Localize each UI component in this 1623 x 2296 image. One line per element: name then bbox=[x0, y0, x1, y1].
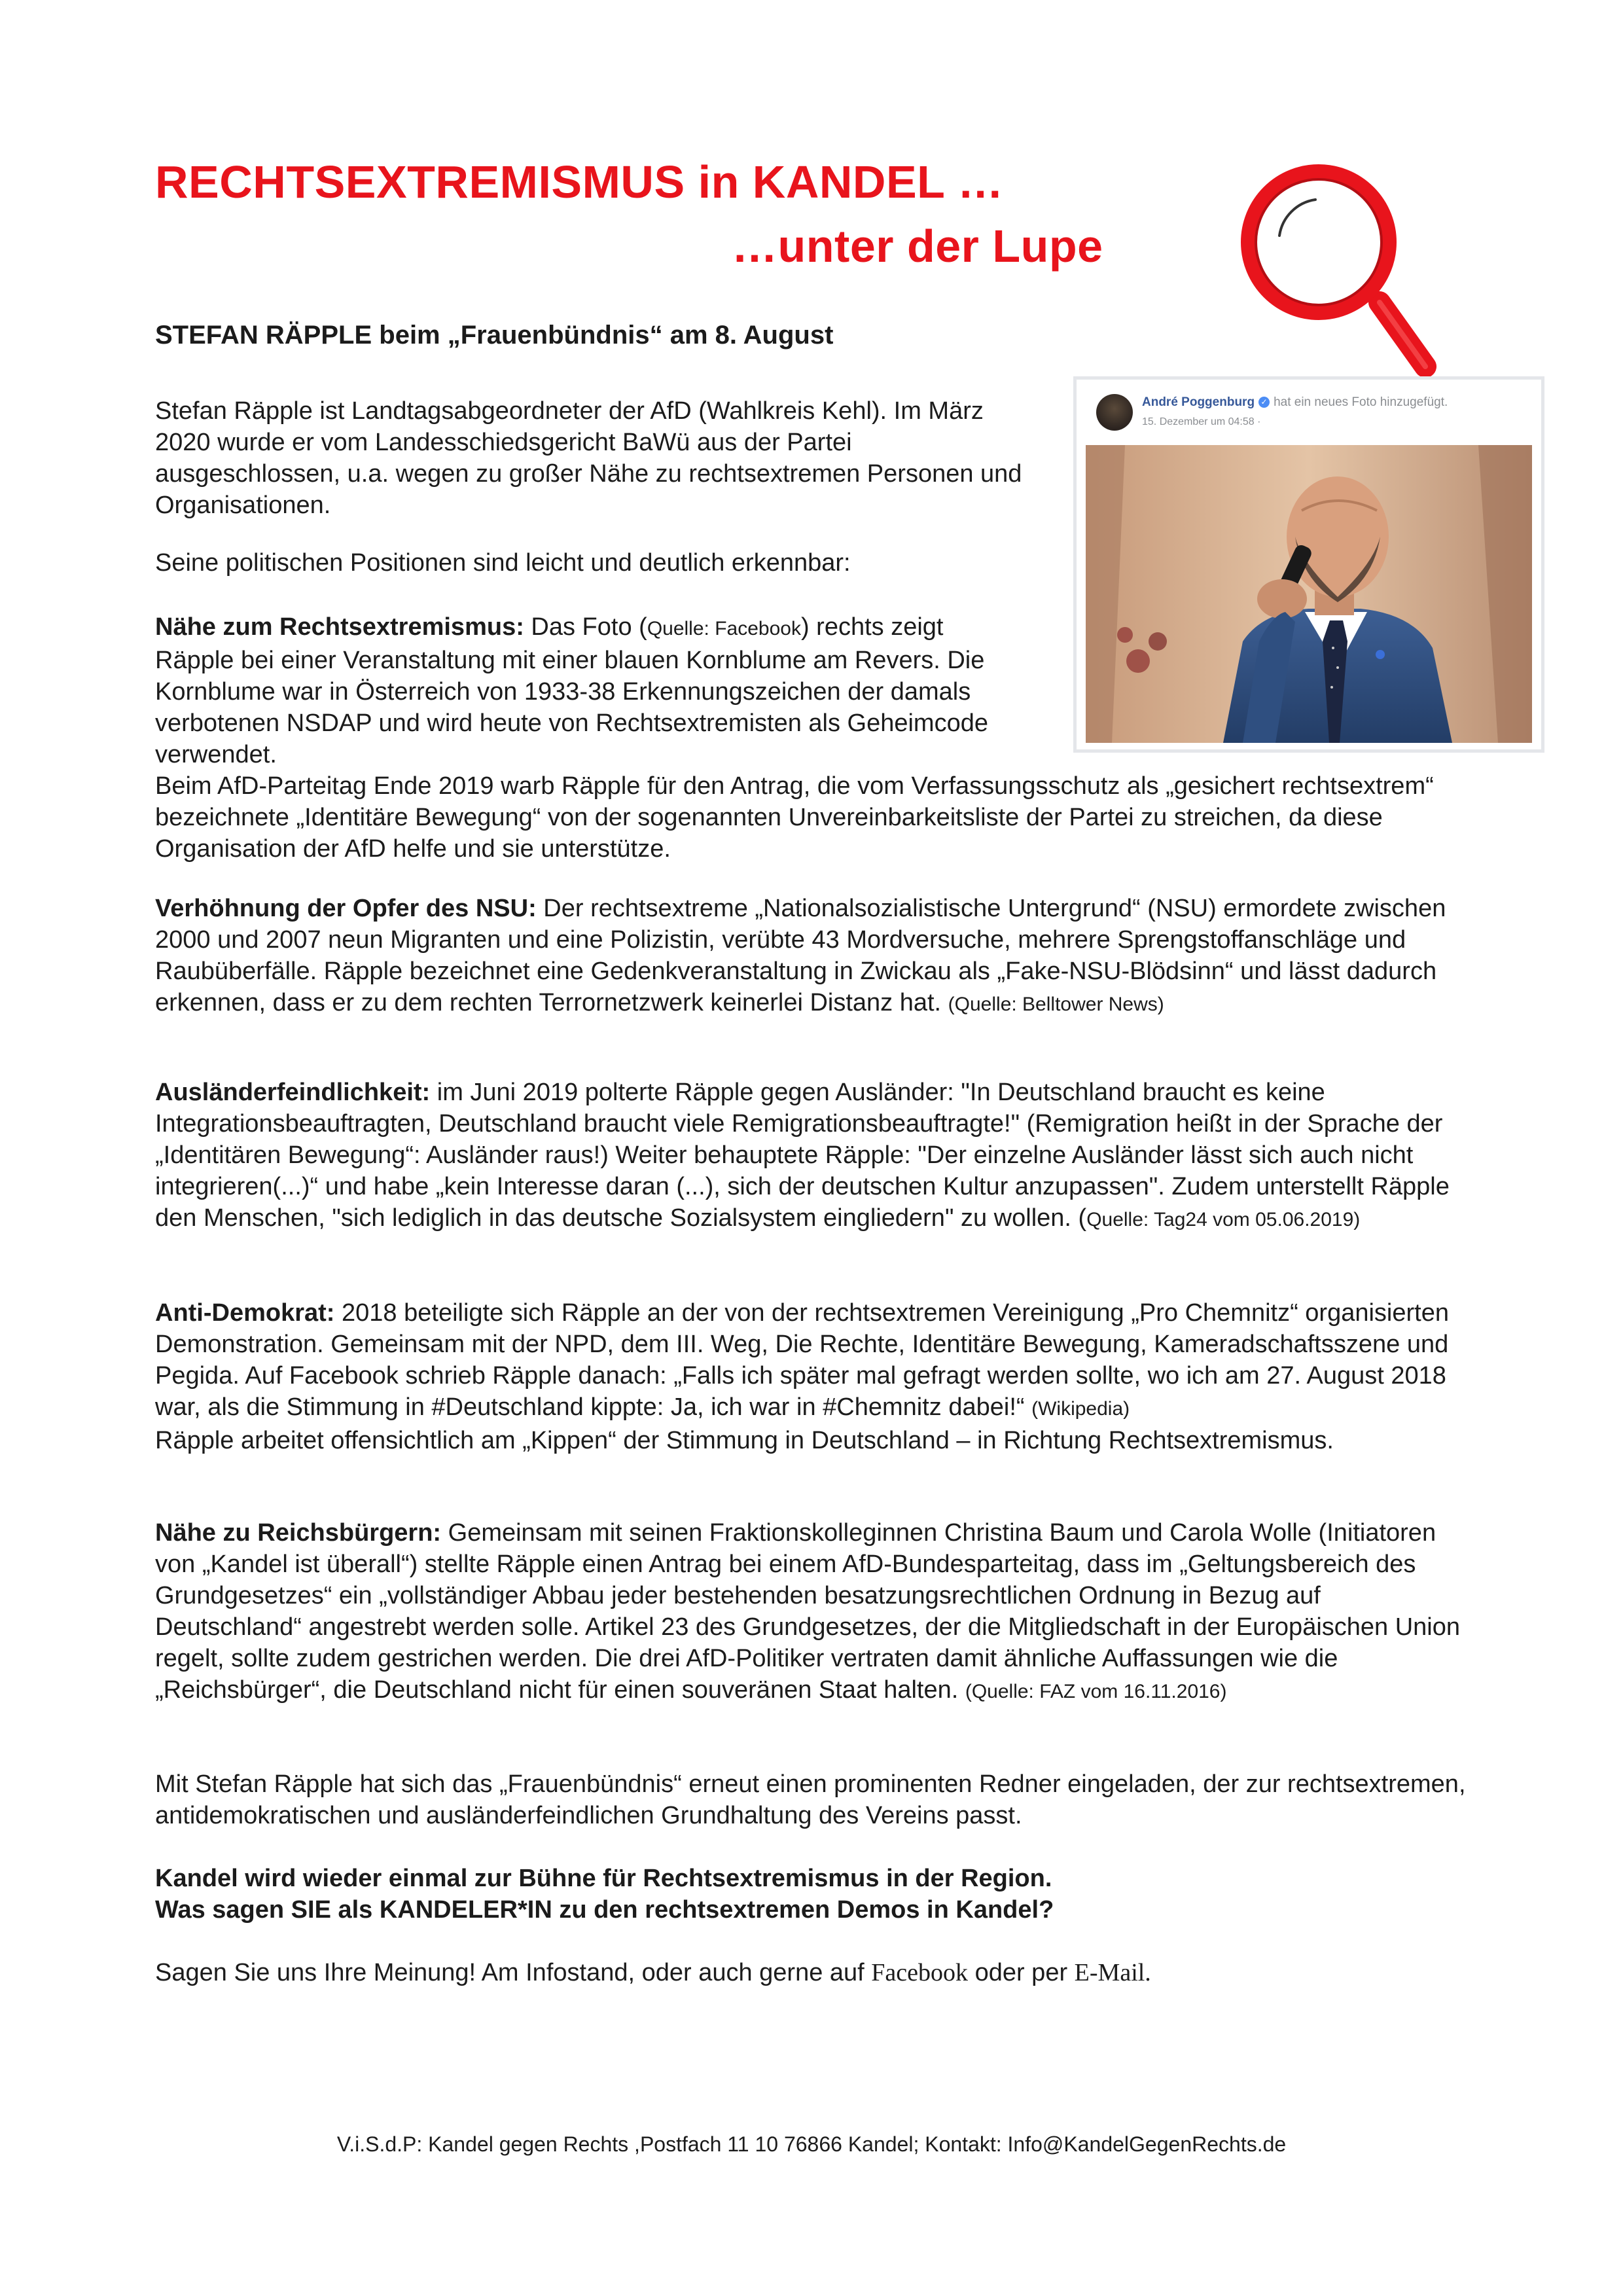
section-label-naehe: Nähe zum Rechtsextremismus: bbox=[155, 613, 524, 641]
auslaender-source: Quelle: Tag24 vom 05.06.2019) bbox=[1086, 1209, 1361, 1230]
paragraph-parteitag: Beim AfD-Parteitag Ende 2019 warb Räpple für den Antrag, die vom Verfassungsschutz als „gesichert rechtsextrem“ bezeichnete „Identitäre Bewegung“ von der sogenannten Unvereinbarkeitsliste der Partei zu streichen, da diese Organisation der AfD helfe und sie unterstütze. bbox=[155, 772, 1434, 863]
call-to-action bbox=[155, 1957, 1471, 1988]
bold-callout-line-2: Was sagen SIE als KANDELER*IN zu den rechtsextremen Demos in Kandel? bbox=[155, 1896, 1054, 1924]
nsu-source: (Quelle: Belltower News) bbox=[948, 994, 1164, 1015]
antidemokrat-text-2: Räpple arbeitet offensichtlich am „Kippen“ der Stimmung in Deutschland – in Richtung Rechtsextremismus. bbox=[155, 1427, 1334, 1454]
auslaender-text: im Juni 2019 polterte Räpple gegen Ausländer: "In Deutschland braucht es keine Integrationsbeauftragten, Deutschland braucht viele Remigrationsbeauftragte!" (Remigration heißt in der Sprache der „Identitären Bewegung“: Ausländer raus!) Weiter behauptete Räpple: "Der einzelne Ausländer lässt sich auch nicht integrieren(...)“ und habe „kein Interesse daran (...), sich der deutschen Kultur anzupassen". Zudem unterstellt Räpple den Menschen, "sich lediglich in das deutsche Sozialsystem eingliedern" zu wollen. ( bbox=[155, 1079, 1450, 1232]
post-date: 15. Dezember um 04:58 · bbox=[1142, 416, 1261, 427]
nsu-text: Der rechtsextreme „Nationalsozialistische Untergrund“ (NSU) ermordete zwischen 2000 und 2007 neun Migranten und eine Polizistin, verübte 43 Mordversuche, mehrere Sprengstoffanschläge und Raubüberfälle. Räpple bezeichnet eine Gedenkveranstaltung in Zwickau als „Fake-NSU-Blödsinn“ und lässt dadurch erkennen, dass er zu dem rechten Terrornetzwerk keinerlei Distanz hat. bbox=[155, 895, 1446, 1016]
section-label-nsu: Verhöhnung der Opfer des NSU: bbox=[155, 895, 537, 922]
avatar bbox=[1096, 394, 1133, 431]
naehe-source: Quelle: Facebook bbox=[647, 618, 801, 639]
naehe-text-1: Das Foto ( bbox=[524, 613, 647, 641]
reichsbuerger-source: (Quelle: FAZ vom 16.11.2016) bbox=[965, 1681, 1227, 1702]
paragraph-naehe bbox=[155, 611, 1471, 865]
poster-action: hat ein neues Foto hinzugefügt. bbox=[1274, 395, 1448, 409]
title-line-1: RECHTSEXTREMISMUS in KANDEL … bbox=[155, 156, 1004, 207]
antidemokrat-source: (Wikipedia) bbox=[1031, 1398, 1130, 1420]
cta-text-2: oder per bbox=[968, 1959, 1075, 1986]
section-label-auslaender: Ausländerfeindlichkeit: bbox=[155, 1079, 431, 1106]
cta-text-1: Sagen Sie uns Ihre Meinung! Am Infostand, oder auch gerne auf bbox=[155, 1959, 872, 1986]
paragraph-antidemokrat bbox=[155, 1297, 1471, 1456]
paragraph-positions: Seine politischen Positionen sind leicht und deutlich erkennbar: bbox=[155, 549, 851, 577]
verified-badge-icon: ✓ bbox=[1258, 397, 1270, 408]
facebook-link[interactable]: Facebook bbox=[871, 1959, 969, 1986]
paragraph-closing: Mit Stefan Räpple hat sich das „Frauenbündnis“ erneut einen prominenten Redner eingeladen, der zur rechtsextremen, antidemokratischen und ausländerfeindlichen Grundhaltung des Vereins passt. bbox=[155, 1770, 1466, 1829]
magnifying-glass-icon bbox=[1217, 164, 1440, 380]
antidemokrat-text: 2018 beteiligte sich Räpple an der von der rechtsextremen Vereinigung „Pro Chemnitz“ organisierten Demonstration. Gemeinsam mit der NPD, dem III. Weg, Die Rechte, Identitäre Bewegung, Kameradschaftsszene und Pegida. Auf Facebook schrieb Räpple danach: „Falls ich später mal gefragt werden sollte, wo ich am 27. August 2018 war, als die Stimmung in #Deutschland kippte: Ja, ich war in #Chemnitz dabei!“ bbox=[155, 1299, 1449, 1421]
bold-callout-line-1: Kandel wird wieder einmal zur Bühne für Rechtsextremismus in der Region. bbox=[155, 1865, 1052, 1892]
title-line-2: …unter der Lupe bbox=[732, 221, 1103, 272]
subheading: STEFAN RÄPPLE beim „Frauenbündnis“ am 8. August bbox=[155, 321, 834, 350]
paragraph-reichsbuerger bbox=[155, 1517, 1471, 1708]
paragraph-auslaender bbox=[155, 1077, 1471, 1236]
imprint-footer: V.i.S.d.P: Kandel gegen Rechts ,Postfach 11 10 76866 Kandel; Kontakt: Info@KandelGegenRechts.de bbox=[336, 2132, 1287, 2156]
section-label-antidemokrat: Anti-Demokrat: bbox=[155, 1299, 335, 1327]
poster-name bbox=[1142, 395, 1448, 410]
email-link[interactable]: E-Mail. bbox=[1074, 1959, 1151, 1986]
reichsbuerger-text: Gemeinsam mit seinen Fraktionskolleginnen Christina Baum und Carola Wolle (Initiatoren von „Kandel ist überall“) stellte Räpple einen Antrag bei einem AfD-Bundesparteitag, dass im „Geltungsbereich des Grundgesetzes“ ein „vollständiger Abbau jeder bestehenden besatzungsrechtlichen Ordnung in Bezug auf Deutschland“ angestrebt werden solle. Artikel 23 des Grundgesetzes, der die Mitgliedschaft in der Europäischen Union regelt, sollte zudem gestrichen werden. Die drei AfD-Politiker vertraten damit ähnliche Auffassungen wie die „Reichsbürger“, die Deutschland nicht für einen souveränen Staat halten. bbox=[155, 1519, 1461, 1704]
section-label-reichsbuerger: Nähe zu Reichsbürgern: bbox=[155, 1519, 442, 1547]
paragraph-nsu bbox=[155, 893, 1471, 1020]
poster-name-text: André Poggenburg bbox=[1142, 395, 1255, 409]
paragraph-intro: Stefan Räpple ist Landtagsabgeordneter der AfD (Wahlkreis Kehl). Im März 2020 wurde er vom Landesschiedsgericht BaWü aus der Partei ausgeschlossen, u.a. wegen zu großer Nähe zu rechtsextremen Personen und Organisationen. bbox=[155, 397, 1022, 519]
facebook-post-header bbox=[1077, 380, 1541, 445]
naehe-text-2: ) rechts zeigt Räpple bei einer Veranstaltung mit einer blauen Kornblume am Revers. Die Kornblume war in Österreich von 1933-38 Erkennungszeichen der damals verbotenen NSDAP und wird heute von Rechtsextremisten als Geheimcode verwendet. bbox=[155, 613, 988, 768]
bold-callout bbox=[155, 1863, 1471, 1926]
